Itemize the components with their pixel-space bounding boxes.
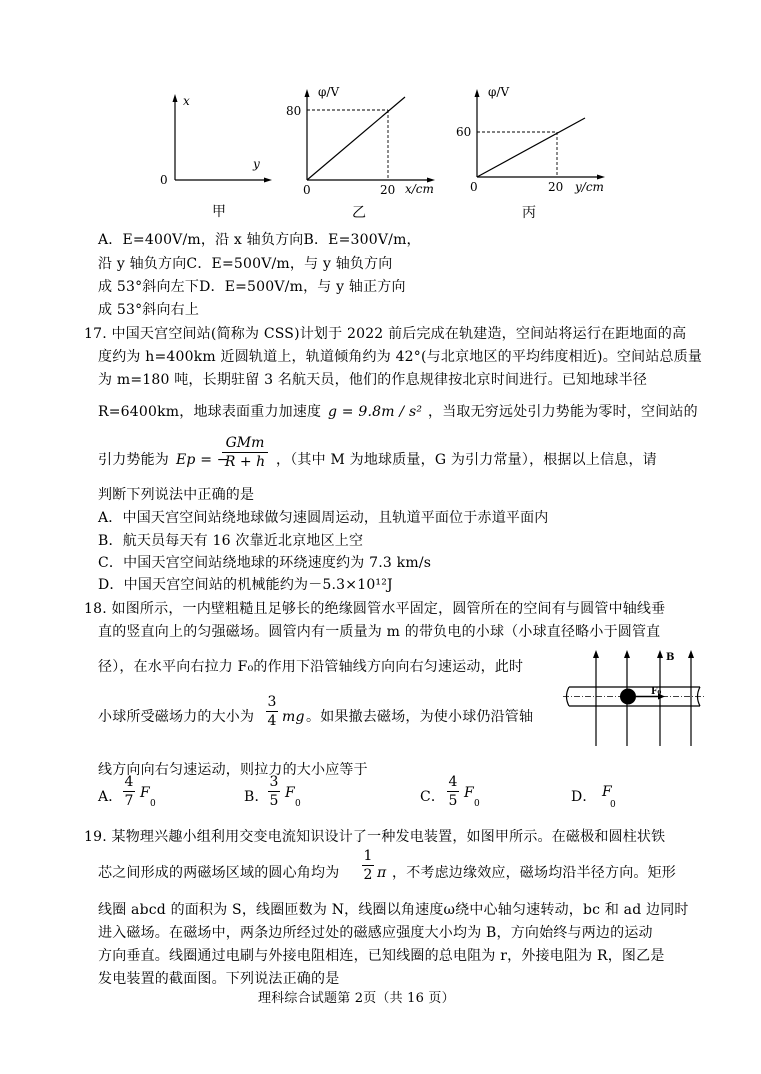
q18-line-4a: 小球所受磁场力的大小为: [98, 709, 255, 725]
q18-option-b-f: F: [285, 785, 295, 801]
q17-line-4a: R=6400km，地球表面重力加速度: [98, 404, 322, 420]
graph-yi-x-value: 20: [380, 183, 396, 197]
q19-fraction-denominator: 2: [363, 867, 373, 883]
q18-figure-f-label: F₀: [651, 687, 662, 697]
q17-line-5b: ，（其中 M 为地球质量，G 为引力常量），根据以上信息，请: [276, 452, 657, 468]
q19-line-5: 方向垂直。线圈通过电刷与外接电阻相连，已知线圈的总电阻为 r，外接电阻为 R，图乙是: [98, 948, 665, 964]
q18-option-a-f: F: [140, 785, 150, 801]
graph-bing-axis-y: φ/V: [488, 85, 510, 99]
q19-line-4: 进入磁场。在磁场中，两条边所经过处的磁感应强度大小均为 B，方向始终与两边的运动: [98, 925, 653, 941]
q18-option-b-numerator: 3: [269, 774, 279, 790]
q18-option-b-label: B．: [244, 789, 269, 805]
q18-line-2: 直的竖直向上的匀强磁场。圆管内有一质量为 m 的带负电的小球（小球直径略小于圆管直: [98, 624, 661, 640]
q18-option-c-sub: 0: [474, 799, 480, 809]
graph-yi-axis-y: φ/V: [318, 85, 340, 99]
graph-jia-caption: 甲: [212, 204, 226, 220]
q17-line-3: 为 m=180 吨，长期驻留 3 名航天员，他们的作息规律按北京时间进行。已知地球半径: [98, 372, 648, 388]
q17-option-c: C．中国天宫空间站绕地球的环绕速度约为 7.3 km/s: [98, 555, 432, 571]
q17-option-a: A．中国天宫空间站绕地球做匀速圆周运动，且轨道平面位于赤道平面内: [98, 510, 549, 526]
q18-mg-denominator: 4: [267, 713, 277, 729]
q19-fraction-numerator: 1: [363, 848, 373, 864]
q17-option-b: B．航天员每天有 16 次靠近北京地区上空: [98, 533, 364, 549]
q17-g-formula: g = 9.8m / s²: [328, 404, 423, 420]
graph-bing-origin: 0: [470, 180, 478, 194]
graph-bing-axis-x: y/cm: [575, 180, 604, 194]
q16-options-line-1: A．E=400V/m，沿 x 轴负方向B．E=300V/m，: [98, 232, 421, 248]
graph-yi: [280, 80, 450, 225]
q18-option-b-denominator: 5: [269, 793, 279, 809]
q18-mg-tail: mg: [282, 709, 305, 725]
q18-option-a-fraction: [123, 774, 135, 809]
q18-option-b-sub: 0: [295, 799, 301, 809]
q19-line-6: 发电装置的截面图。下列说法正确的是: [98, 971, 340, 987]
graph-bing: [450, 80, 620, 225]
q18-option-d-f: F: [602, 784, 612, 800]
graph-jia-axis-y: x: [183, 94, 190, 108]
q18-line-1: 18. 如图所示，一内壁粗糙且足够长的绝缘圆管水平固定，圆管所在的空间有与圆管中轴线垂: [84, 601, 666, 617]
q17-line-6: 判断下列说法中正确的是: [98, 487, 255, 503]
q17-line-4b: ，当取无穷远处引力势能为零时，空间站的: [428, 404, 698, 420]
graph-bing-x-value: 20: [548, 180, 564, 194]
q18-option-a-numerator: 4: [124, 774, 134, 790]
graph-yi-origin: 0: [303, 183, 311, 197]
graph-jia: [150, 88, 280, 223]
q18-option-c-numerator: 4: [448, 774, 458, 790]
q17-ep-lhs: Ep = −: [176, 452, 229, 468]
q19-line-1: 19. 某物理兴趣小组利用交变电流知识设计了一种发电装置，如图甲所示。在磁极和圆柱状铁: [84, 829, 666, 845]
graph-yi-axis-x: x/cm: [405, 182, 434, 196]
q16-options-line-4: 成 53°斜向右上: [98, 302, 200, 318]
q18-option-c-denominator: 5: [448, 793, 458, 809]
q18-line-4b: 。如果撤去磁场，为使小球仍沿管轴: [306, 709, 534, 725]
q18-figure-b-label: B: [666, 652, 675, 663]
q18-option-d-sub: 0: [610, 800, 616, 810]
q17-ep-fraction: [222, 435, 268, 470]
q17-ep-denominator: R + h: [224, 454, 266, 470]
q18-option-c-f: F: [464, 785, 474, 801]
q18-line-5: 线方向向右匀速运动，则拉力的大小应等于: [98, 762, 368, 778]
q18-tube-figure: [563, 648, 713, 748]
q17-line-2: 度约为 h=400km 近圆轨道上，轨道倾角约为 42°(与北京地区的平均纬度相近)。空间站总质量: [98, 349, 703, 365]
q18-mg-numerator: 3: [267, 694, 277, 710]
q18-mg-fraction: [266, 694, 278, 729]
q18-option-a-denominator: 7: [124, 793, 134, 809]
q18-option-d-label: D．: [571, 789, 597, 805]
q17-line-5a: 引力势能为: [98, 452, 169, 468]
q18-line-3: 径），在水平向右拉力 F₀的作用下沿管轴线方向向右匀速运动，此时: [98, 659, 524, 675]
q18-option-a-label: A．: [98, 789, 123, 805]
graph-bing-caption: 丙: [522, 205, 536, 221]
q18-option-c-fraction: [447, 774, 459, 809]
q16-options-line-2: 沿 y 轴负方向C．E=500V/m，与 y 轴负方向: [98, 256, 393, 272]
graph-jia-axis-x: y: [253, 157, 260, 171]
graph-yi-y-value: 80: [286, 104, 302, 118]
q19-line-3: 线圈 abcd 的面积为 S，线圈匝数为 N，线圈以角速度ω绕中心轴匀速转动，bc 和 ad 边同时: [98, 902, 689, 918]
graph-yi-caption: 乙: [352, 205, 366, 221]
page-footer: 理科综合试题第 2页（共 16 页）: [258, 991, 455, 1006]
q19-fraction-tail: π: [377, 865, 387, 881]
q17-line-1: 17. 中国天宫空间站(简称为 CSS)计划于 2022 前后完成在轨建造，空间站将运行在距地面的高: [84, 326, 687, 342]
q17-ep-numerator: GMm: [225, 435, 265, 451]
q18-option-c-label: C．: [420, 789, 446, 805]
q16-options-line-3: 成 53°斜向左下D．E=500V/m，与 y 轴正方向: [98, 279, 406, 295]
graph-bing-y-value: 60: [456, 125, 472, 139]
graph-jia-origin: 0: [160, 173, 168, 187]
q17-option-d: D．中国天宫空间站的机械能约为－5.3×10¹²J: [98, 577, 393, 593]
q19-line-2b: ，不考虑边缘效应，磁场均沿半径方向。矩形: [392, 865, 676, 881]
q19-line-2a: 芯之间形成的两磁场区域的圆心角均为: [98, 865, 340, 881]
q18-option-a-sub: 0: [150, 799, 156, 809]
q19-fraction: [362, 848, 374, 883]
q18-option-b-fraction: [268, 774, 280, 809]
